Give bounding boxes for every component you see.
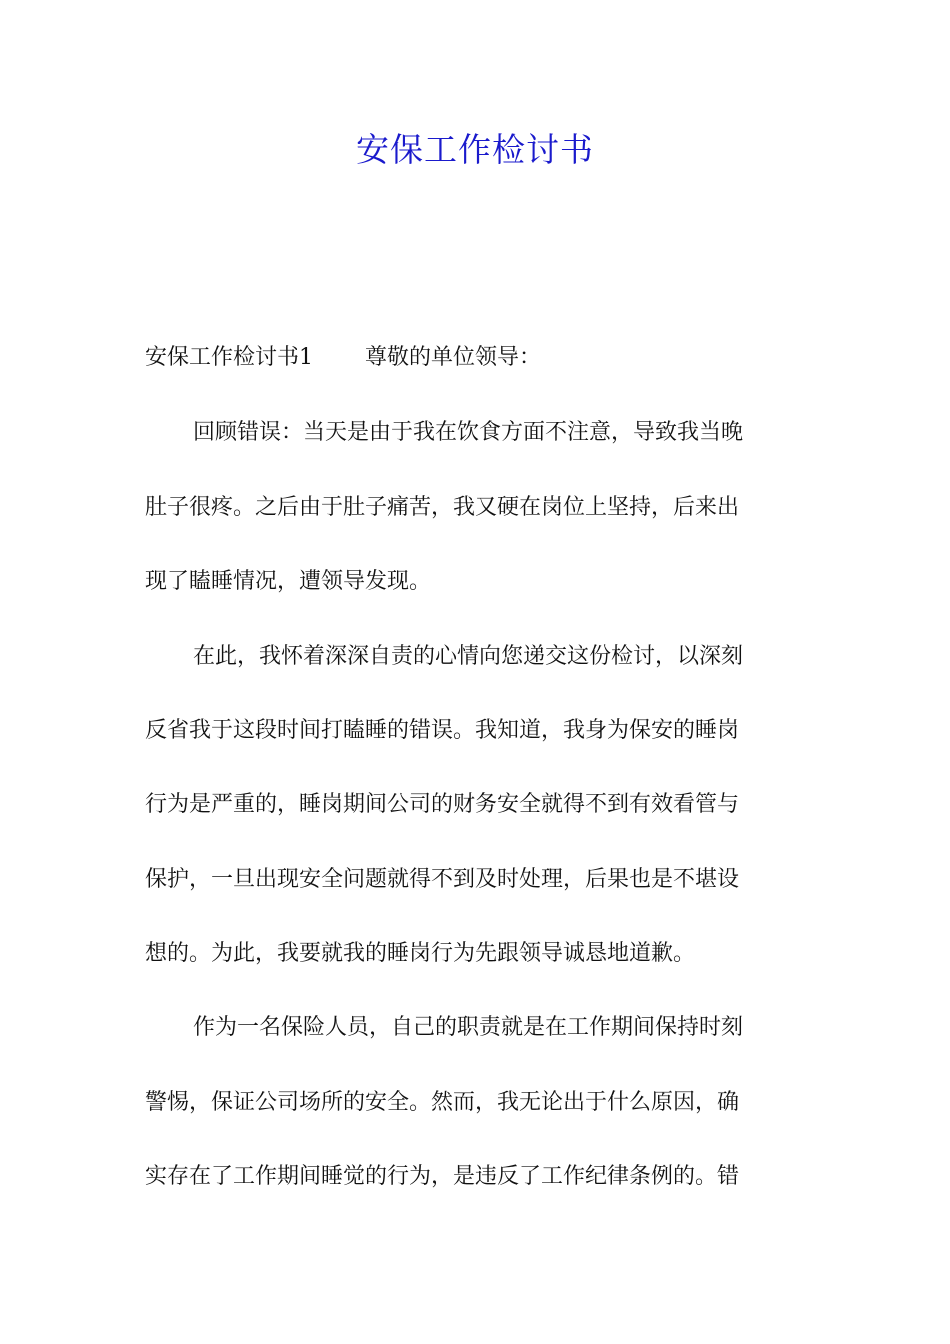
salutation: 尊敬的单位领导：: [365, 345, 542, 370]
paragraph-2-line-4: 保护，一旦出现安全问题就得不到及时处理，后果也是不堪设: [145, 867, 740, 892]
paragraph-2-line-5: 想的。为此，我要就我的睡岗行为先跟领导诚恳地道歉。: [145, 941, 696, 966]
paragraph-2-line-3: 行为是严重的，睡岗期间公司的财务安全就得不到有效看管与: [145, 792, 740, 817]
paragraph-2-line-1: 在此，我怀着深深自责的心情向您递交这份检讨，以深刻: [193, 644, 744, 669]
paragraph-2-line-2: 反省我于这段时间打瞌睡的错误。我知道，我身为保安的睡岗: [145, 718, 740, 743]
paragraph-3-line-1: 作为一名保险人员，自己的职责就是在工作期间保持时刻: [193, 1015, 744, 1040]
paragraph-1-line-2: 肚子很疼。之后由于肚子痛苦，我又硬在岗位上坚持，后来出: [145, 495, 740, 520]
document-title: 安保工作检讨书: [356, 130, 594, 169]
opening-line: [145, 343, 541, 373]
paragraph-3-line-2: 警惕，保证公司场所的安全。然而，我无论出于什么原因，确: [145, 1090, 740, 1115]
heading-label: 安保工作检讨书1: [145, 345, 313, 370]
paragraph-1-line-3: 现了瞌睡情况，遭领导发现。: [145, 569, 432, 594]
paragraph-1-line-1: 回顾错误：当天是由于我在饮食方面不注意，导致我当晚: [193, 420, 744, 445]
paragraph-3-line-3: 实存在了工作期间睡觉的行为，是违反了工作纪律条例的。错: [145, 1164, 740, 1189]
